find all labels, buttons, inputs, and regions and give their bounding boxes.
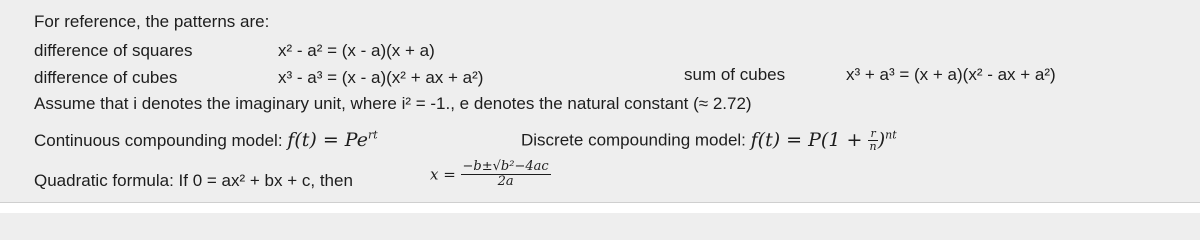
quadratic-denominator: 2a [497, 174, 514, 190]
sum-of-cubes-label: sum of cubes [684, 65, 786, 84]
quadratic-label: Quadratic formula: If 0 = ax² + bx + c, then [34, 171, 353, 190]
continuous-formula-base: f(t) = Pe [287, 129, 368, 151]
quadratic-formula [34, 172, 353, 189]
quadratic-fraction [461, 160, 551, 190]
continuous-model-label: Continuous compounding model: [34, 131, 283, 150]
continuous-model [34, 128, 378, 151]
difference-of-squares-label: difference of squares [34, 41, 193, 60]
discrete-formula-left: f(t) = P(1 + [750, 128, 863, 151]
discrete-rate-numerator: r [870, 127, 876, 140]
quadratic-expression [430, 160, 551, 190]
difference-of-cubes-formula: x³ - a³ = (x - a)(x² + ax + a²) [278, 68, 484, 87]
discrete-formula-right: ) [877, 128, 886, 151]
continuous-model-formula [287, 129, 377, 151]
answer-box-edge [0, 202, 1200, 213]
discrete-model-label: Discrete compounding model: [521, 130, 746, 150]
quadratic-numerator: −b±√b²−4ac [462, 159, 549, 174]
difference-of-squares-formula: x² - a² = (x - a)(x + a) [278, 41, 435, 60]
sum-of-cubes-formula: x³ + a³ = (x + a)(x² - ax + a²) [846, 65, 1056, 84]
difference-of-cubes-label: difference of cubes [34, 68, 178, 87]
continuous-formula-exponent: rt [367, 128, 378, 142]
discrete-formula-exponent: nt [885, 128, 897, 142]
discrete-model-formula [750, 127, 897, 154]
assumption-line: Assume that i denotes the imaginary unit, where i² = -1., e denotes the natural constant (≈ 2.72) [34, 94, 752, 113]
discrete-rate-denominator: n [869, 140, 877, 154]
discrete-rate-fraction [868, 128, 877, 153]
quadratic-lhs: x = [430, 165, 456, 184]
intro-text: For reference, the patterns are: [34, 12, 270, 31]
discrete-model [521, 128, 897, 153]
